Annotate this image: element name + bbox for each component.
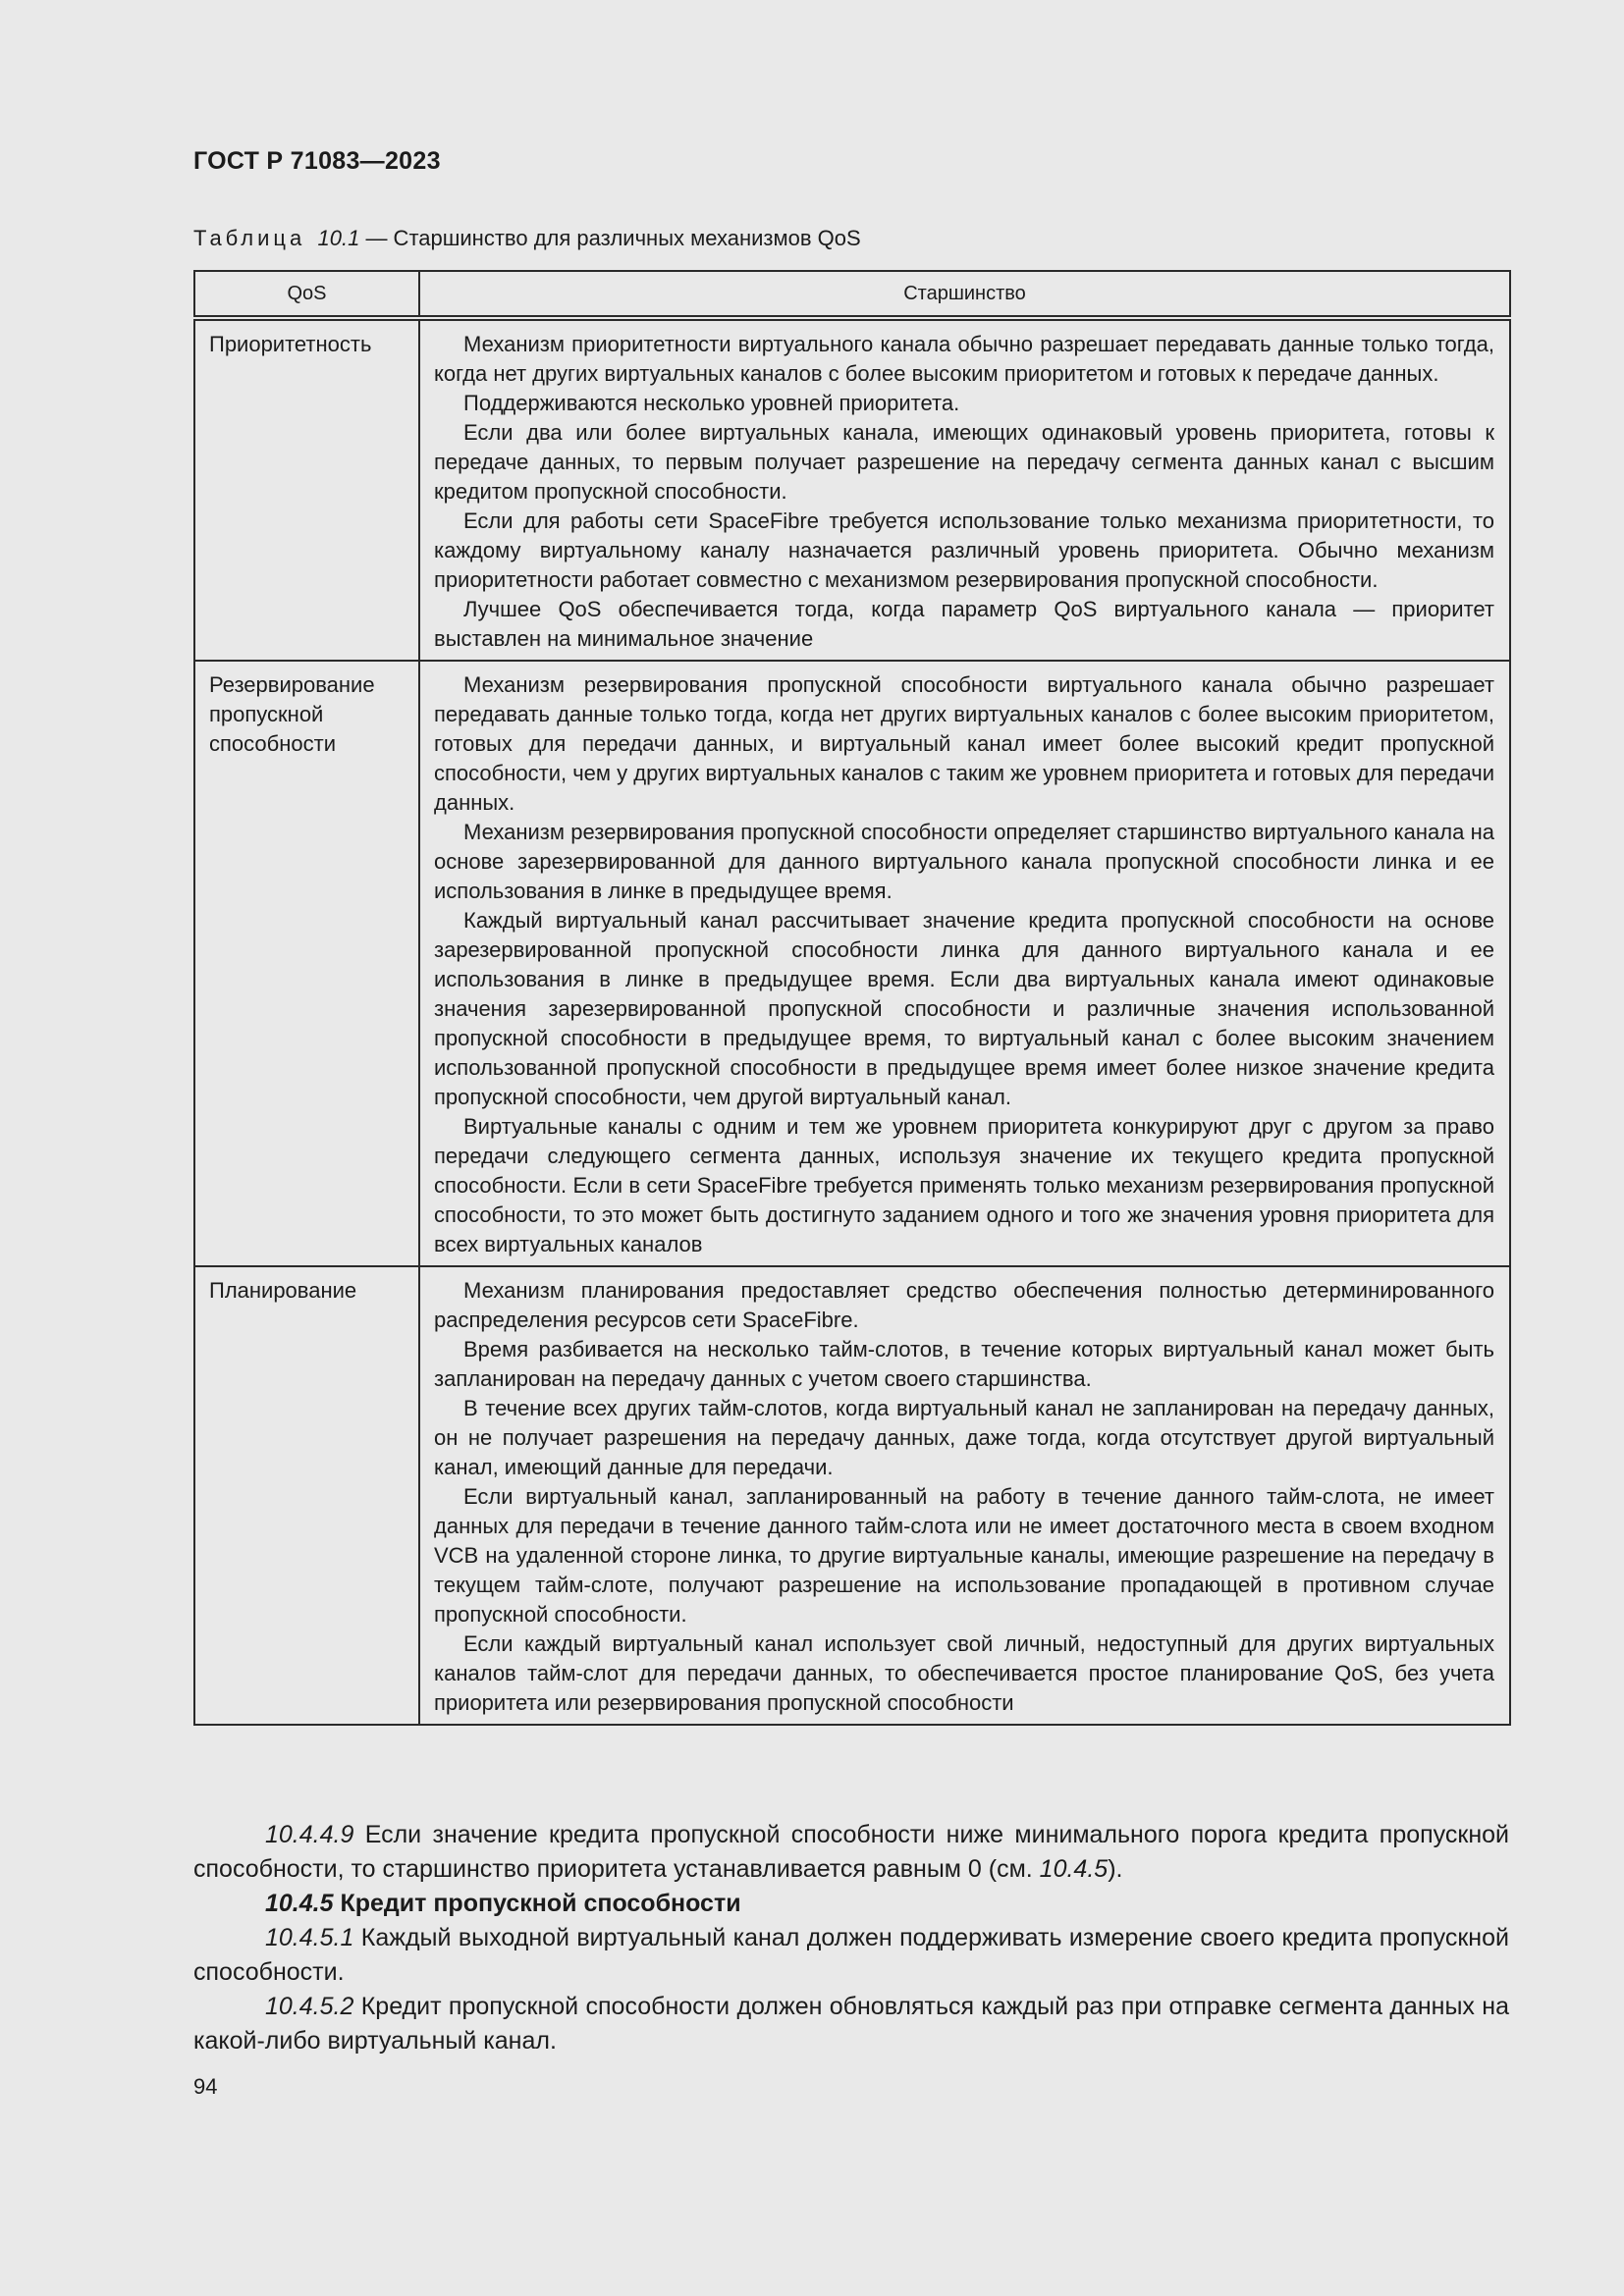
row-description <box>419 318 1510 661</box>
clause-text: Если значение кредита пропускной способности ниже минимального порога кредита пропускной способности, то старшинство приоритета устанавливается равным 0 (см. <box>193 1821 1509 1883</box>
section-title: Кредит пропускной способности <box>333 1890 741 1917</box>
description-paragraph: Если два или более виртуальных канала, имеющих одинаковый уровень приоритета, готовы к передаче данных, то первым получает разрешение на передачу сегмента данных канал с высшим кредитом пропускной способности. <box>434 420 1494 504</box>
row-name-priority: Приоритетность <box>194 318 419 661</box>
table-caption <box>193 226 861 251</box>
description-paragraph: Время разбивается на несколько тайм-слотов, в течение которых виртуальный канал может быть запланирован на передачу данных с учетом своего старшинства. <box>434 1337 1494 1391</box>
clause-text-end: ). <box>1108 1855 1123 1883</box>
body-text <box>193 1818 1509 2058</box>
description-paragraph: Если виртуальный канал, запланированный на работу в течение данного тайм-слота, не имеет данных для передачи в течение данного тайм-слота или не имеет достаточного места в своем входном VCB на удаленной стороне линка, то другие виртуальные каналы, имеющие разрешение на передачу в текущем тайм-слоте, получают разрешение на использование пропадающей в противном случае пропускной способности. <box>434 1484 1494 1627</box>
document-header: ГОСТ Р 71083—2023 <box>193 147 441 175</box>
page-number: 94 <box>193 2074 218 2099</box>
description-paragraph: Механизм резервирования пропускной способности определяет старшинство виртуального канала на основе зарезервированной для данного виртуального канала пропускной способности линка и ее использования в линке в предыдущее время. <box>434 820 1494 903</box>
row-description <box>419 661 1510 1266</box>
clause-text: Кредит пропускной способности должен обновляться каждый раз при отправке сегмента данных на какой-либо виртуальный канал. <box>193 1993 1509 2055</box>
description-paragraph: Поддерживаются несколько уровней приоритета. <box>463 391 960 415</box>
clause-text: Каждый выходной виртуальный канал должен поддерживать измерение своего кредита пропускной способности. <box>193 1924 1509 1986</box>
table-caption-label: Таблица <box>193 226 306 250</box>
clause-number: 10.4.4.9 <box>265 1821 354 1848</box>
row-description <box>419 1266 1510 1725</box>
column-header-seniority: Старшинство <box>419 271 1510 318</box>
clause-paragraph <box>193 1990 1509 2058</box>
row-name-bandwidth-reservation: Резервирование пропускной способности <box>194 661 419 1266</box>
table-row <box>194 661 1510 1266</box>
table-row <box>194 1266 1510 1725</box>
table-row <box>194 318 1510 661</box>
description-paragraph: В течение всех других тайм-слотов, когда виртуальный канал не запланирован на передачу данных, он не получает разрешения на передачу данных, даже тогда, когда отсутствует другой виртуальный канал, имеющий данные для передачи. <box>434 1396 1494 1479</box>
description-paragraph: Если для работы сети SpaceFibre требуется использование только механизма приоритетности, то каждому виртуальному каналу назначается различный уровень приоритета. Обычно механизм приоритетности работает совместно с механизмом резервирования пропускной способности. <box>434 508 1494 592</box>
clause-paragraph <box>193 1921 1509 1990</box>
clause-number: 10.4.5.2 <box>265 1993 354 2020</box>
description-paragraph: Лучшее QoS обеспечивается тогда, когда параметр QoS виртуального канала — приоритет выставлен на минимальное значение <box>434 597 1494 651</box>
table-caption-text: — Старшинство для различных механизмов QoS <box>359 226 861 250</box>
description-paragraph: Механизм планирования предоставляет средство обеспечения полностью детерминированного распределения ресурсов сети SpaceFibre. <box>434 1278 1494 1332</box>
column-header-qos: QoS <box>194 271 419 318</box>
table-header-row <box>194 271 1510 318</box>
clause-reference: 10.4.5 <box>1039 1855 1109 1883</box>
clause-paragraph <box>193 1818 1509 1887</box>
row-name-scheduling: Планирование <box>194 1266 419 1725</box>
description-paragraph: Если каждый виртуальный канал использует свой личный, недоступный для других виртуальных каналов тайм-слот для передачи данных, то обеспечивается простое планирование QoS, без учета приоритета или резервирования пропускной способности <box>434 1631 1494 1715</box>
clause-number: 10.4.5.1 <box>265 1924 354 1951</box>
description-paragraph: Виртуальные каналы с одним и тем же уровнем приоритета конкурируют друг с другом за право передачи следующего сегмента данных, используя значение их текущего кредита пропускной способности. Если в сети SpaceFibre требуется применять только механизм резервирования пропускной способности, то это может быть достигнуто заданием одного и того же значения уровня приоритета для всех виртуальных каналов <box>434 1114 1494 1256</box>
description-paragraph: Механизм приоритетности виртуального канала обычно разрешает передавать данные только тогда, когда нет других виртуальных каналов с более высоким приоритетом и готовых к передаче данных. <box>434 332 1494 386</box>
section-heading <box>193 1887 1509 1921</box>
qos-seniority-table <box>193 270 1511 1726</box>
description-paragraph: Механизм резервирования пропускной способности виртуального канала обычно разрешает передавать данные только тогда, когда нет других виртуальных каналов с более высоким приоритетом, готовых для передачи данных, и виртуальный канал имеет более высокий кредит пропускной способности, чем у других виртуальных каналов с таким же уровнем приоритета и готовых для передачи данных. <box>434 672 1494 815</box>
description-paragraph: Каждый виртуальный канал рассчитывает значение кредита пропускной способности на основе зарезервированной пропускной способности линка для данного виртуального канала и ее использования в линке в предыдущее время. Если два виртуальных канала имеют одинаковые значения зарезервированной пропускной способности и различные значения использованной пропускной способности в предыдущее время, то виртуальный канал с более высоким значением использованной пропускной способности в предыдущее время имеет более низкое значение кредита пропускной способности, чем другой виртуальный канал. <box>434 908 1494 1109</box>
section-number: 10.4.5 <box>265 1890 334 1917</box>
table-caption-number: 10.1 <box>317 226 360 250</box>
